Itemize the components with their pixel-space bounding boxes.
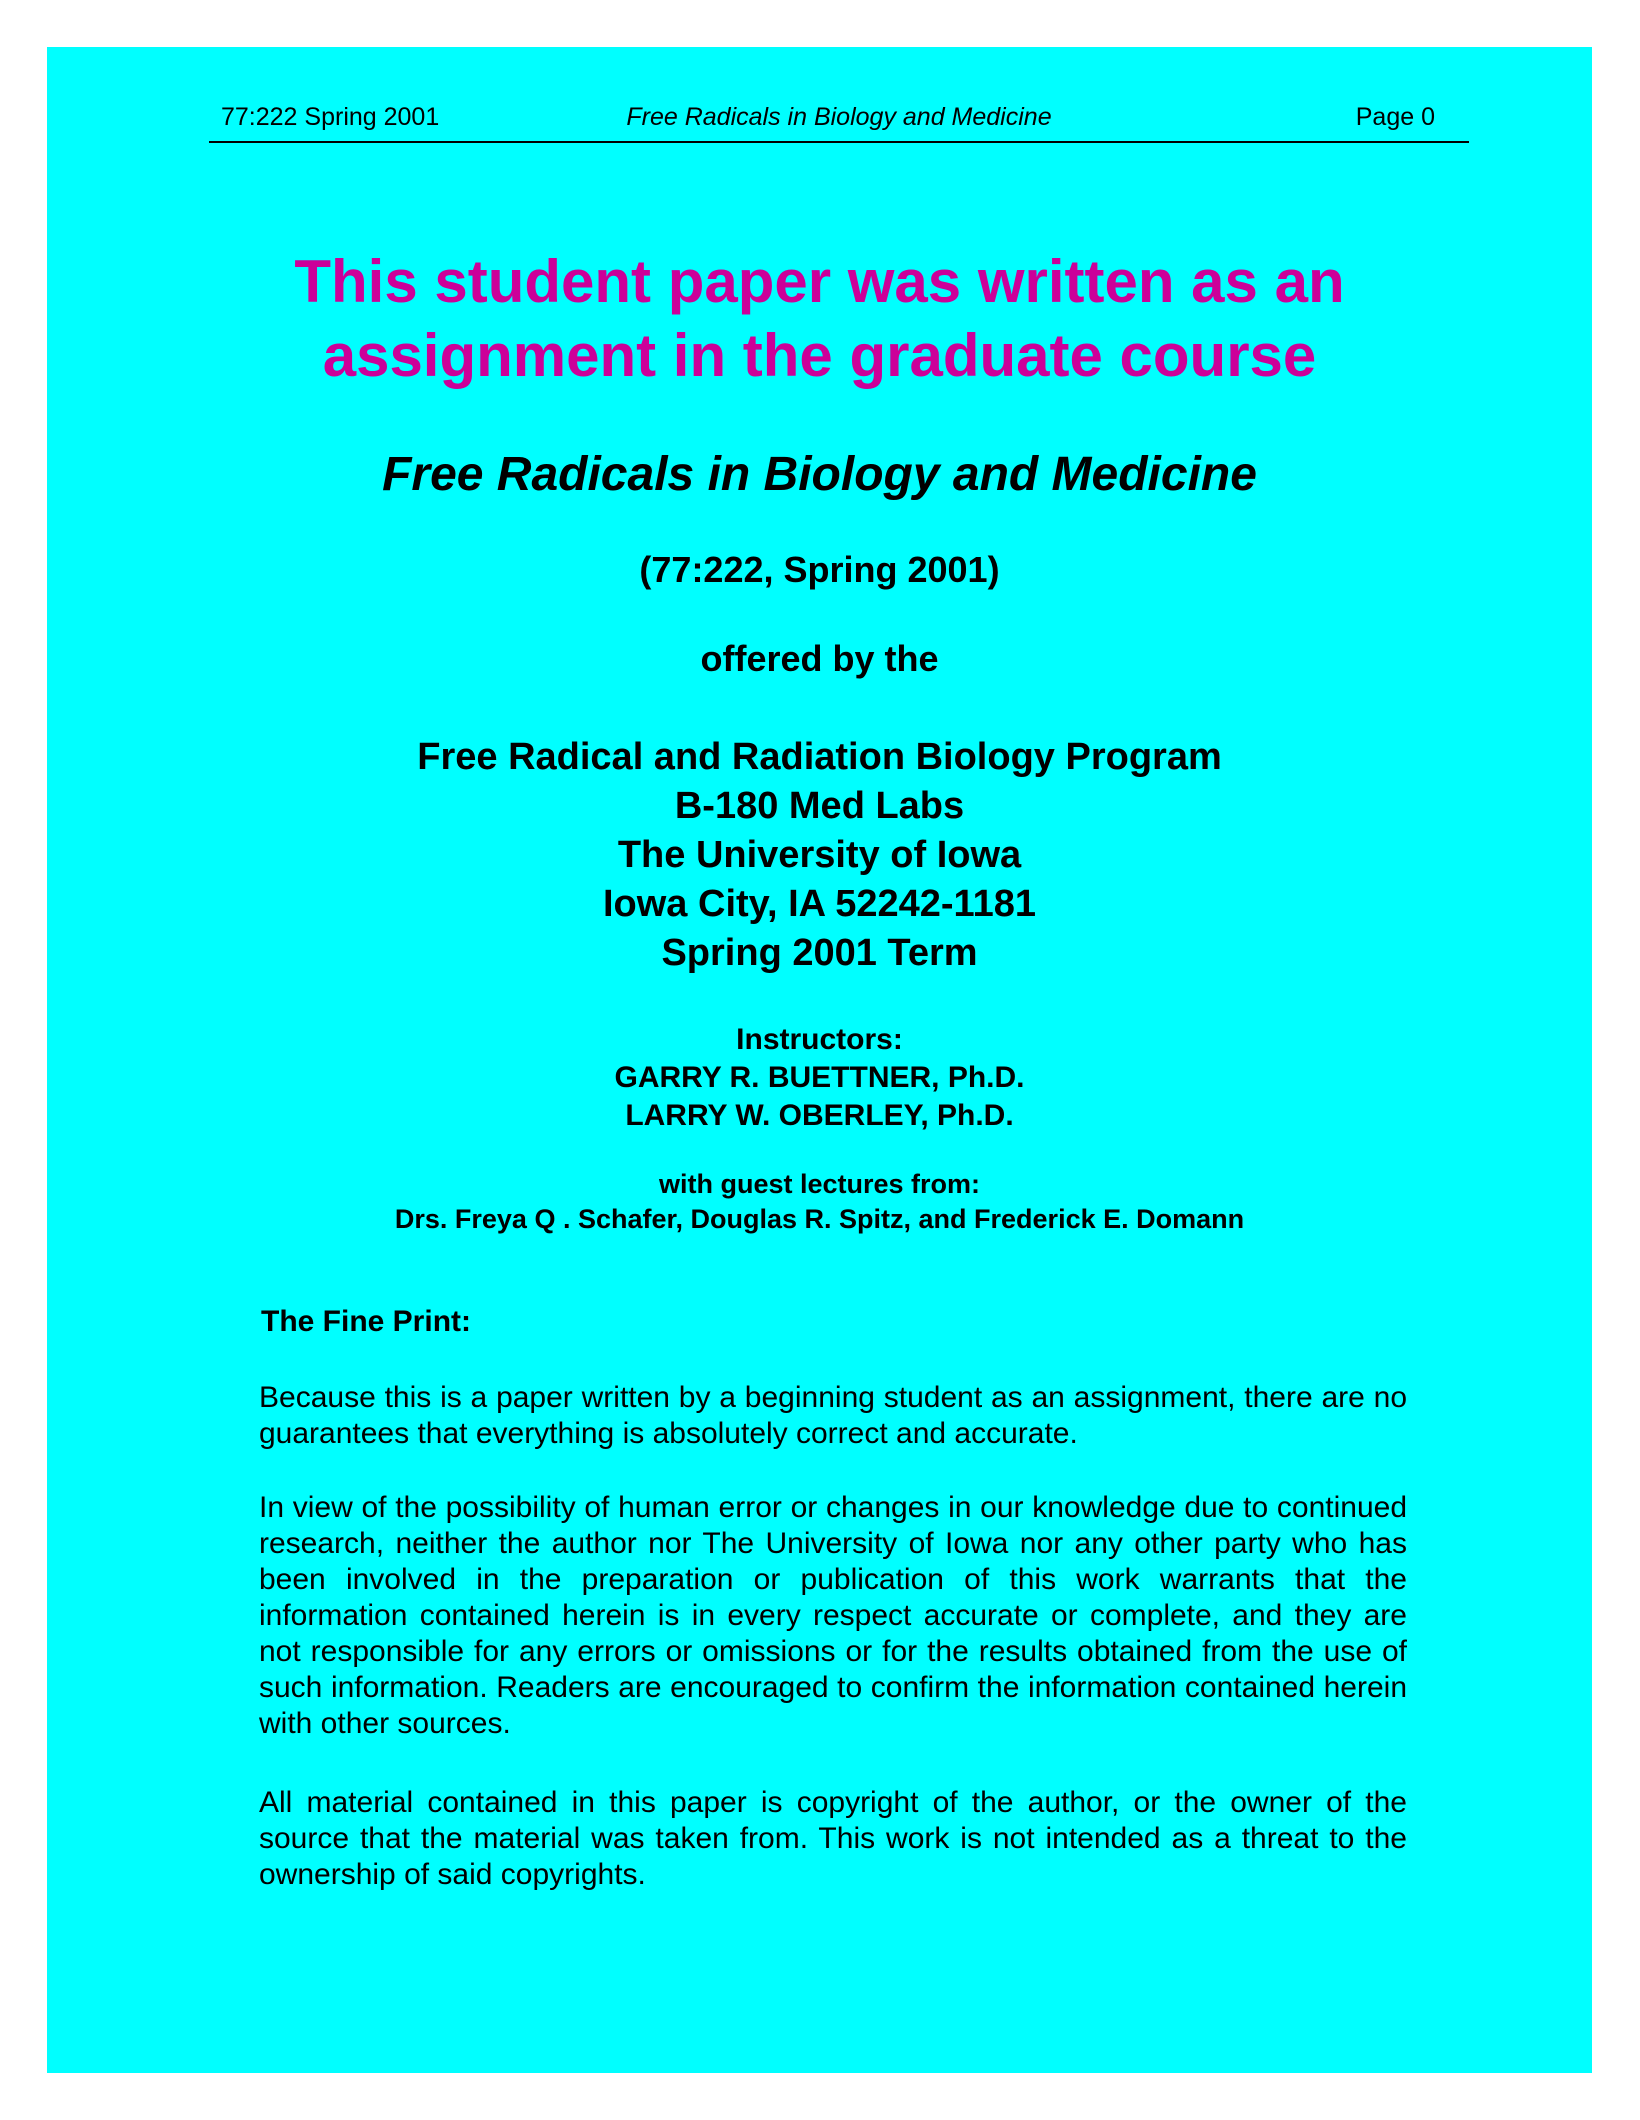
headline-line-1: This student paper was written as an bbox=[294, 248, 1345, 315]
running-header bbox=[209, 103, 1469, 143]
program-name: Free Radical and Radiation Biology Program bbox=[417, 736, 1222, 778]
fine-print-paragraph: All material contained in this paper is copyright of the author, or the owner of the source that the material was taken from. This work is not intended as a threat to the ownership of said copyrights. bbox=[259, 1786, 1407, 1891]
header-course-term: 77:222 Spring 2001 bbox=[221, 103, 440, 131]
page-title bbox=[47, 245, 1592, 393]
instructor-name: GARRY R. BUETTNER, Ph.D. bbox=[614, 1061, 1025, 1094]
course-code: (77:222, Spring 2001) bbox=[639, 549, 1000, 590]
instructors-label: Instructors: bbox=[736, 1023, 903, 1056]
fine-print-paragraph: Because this is a paper written by a beginning student as an assignment, there are no guarantees that everything is absolutely correct and accurate. bbox=[259, 1381, 1407, 1450]
headline-line-2: assignment in the graduate course bbox=[322, 322, 1317, 389]
course-title: Free Radicals in Biology and Medicine bbox=[382, 448, 1257, 501]
program-city: Iowa City, IA 52242-1181 bbox=[602, 883, 1036, 925]
header-course-name: Free Radicals in Biology and Medicine bbox=[626, 103, 1052, 131]
guest-lecturers-block bbox=[47, 1167, 1592, 1237]
program-address bbox=[47, 733, 1592, 978]
fine-print-paragraph: In view of the possibility of human error or changes in our knowledge due to continued research, neither the author nor The University of Iowa nor any other party who has been involved in the preparation or publication of this work warrants that the information contained herein is in every respect accurate or complete, and they are not responsible for any errors or omissions or for the results obtained from the use of such information. Readers are encouraged to confirm the information contained herein with other sources. bbox=[259, 1491, 1407, 1740]
program-building: B-180 Med Labs bbox=[674, 785, 965, 827]
offered-by-text: offered by the bbox=[700, 638, 939, 679]
instructors-block bbox=[47, 1021, 1592, 1135]
guests-names: Drs. Freya Q . Schafer, Douglas R. Spitz, and Frederick E. Domann bbox=[394, 1204, 1245, 1234]
header-page-number: Page 0 bbox=[1355, 103, 1435, 131]
document-page bbox=[47, 47, 1592, 2073]
fine-print-heading: The Fine Print: bbox=[261, 1305, 471, 1338]
guests-label: with guest lectures from: bbox=[658, 1169, 981, 1199]
program-term: Spring 2001 Term bbox=[661, 932, 978, 974]
instructor-name: LARRY W. OBERLEY, Ph.D. bbox=[625, 1099, 1014, 1132]
program-university: The University of Iowa bbox=[617, 834, 1022, 876]
